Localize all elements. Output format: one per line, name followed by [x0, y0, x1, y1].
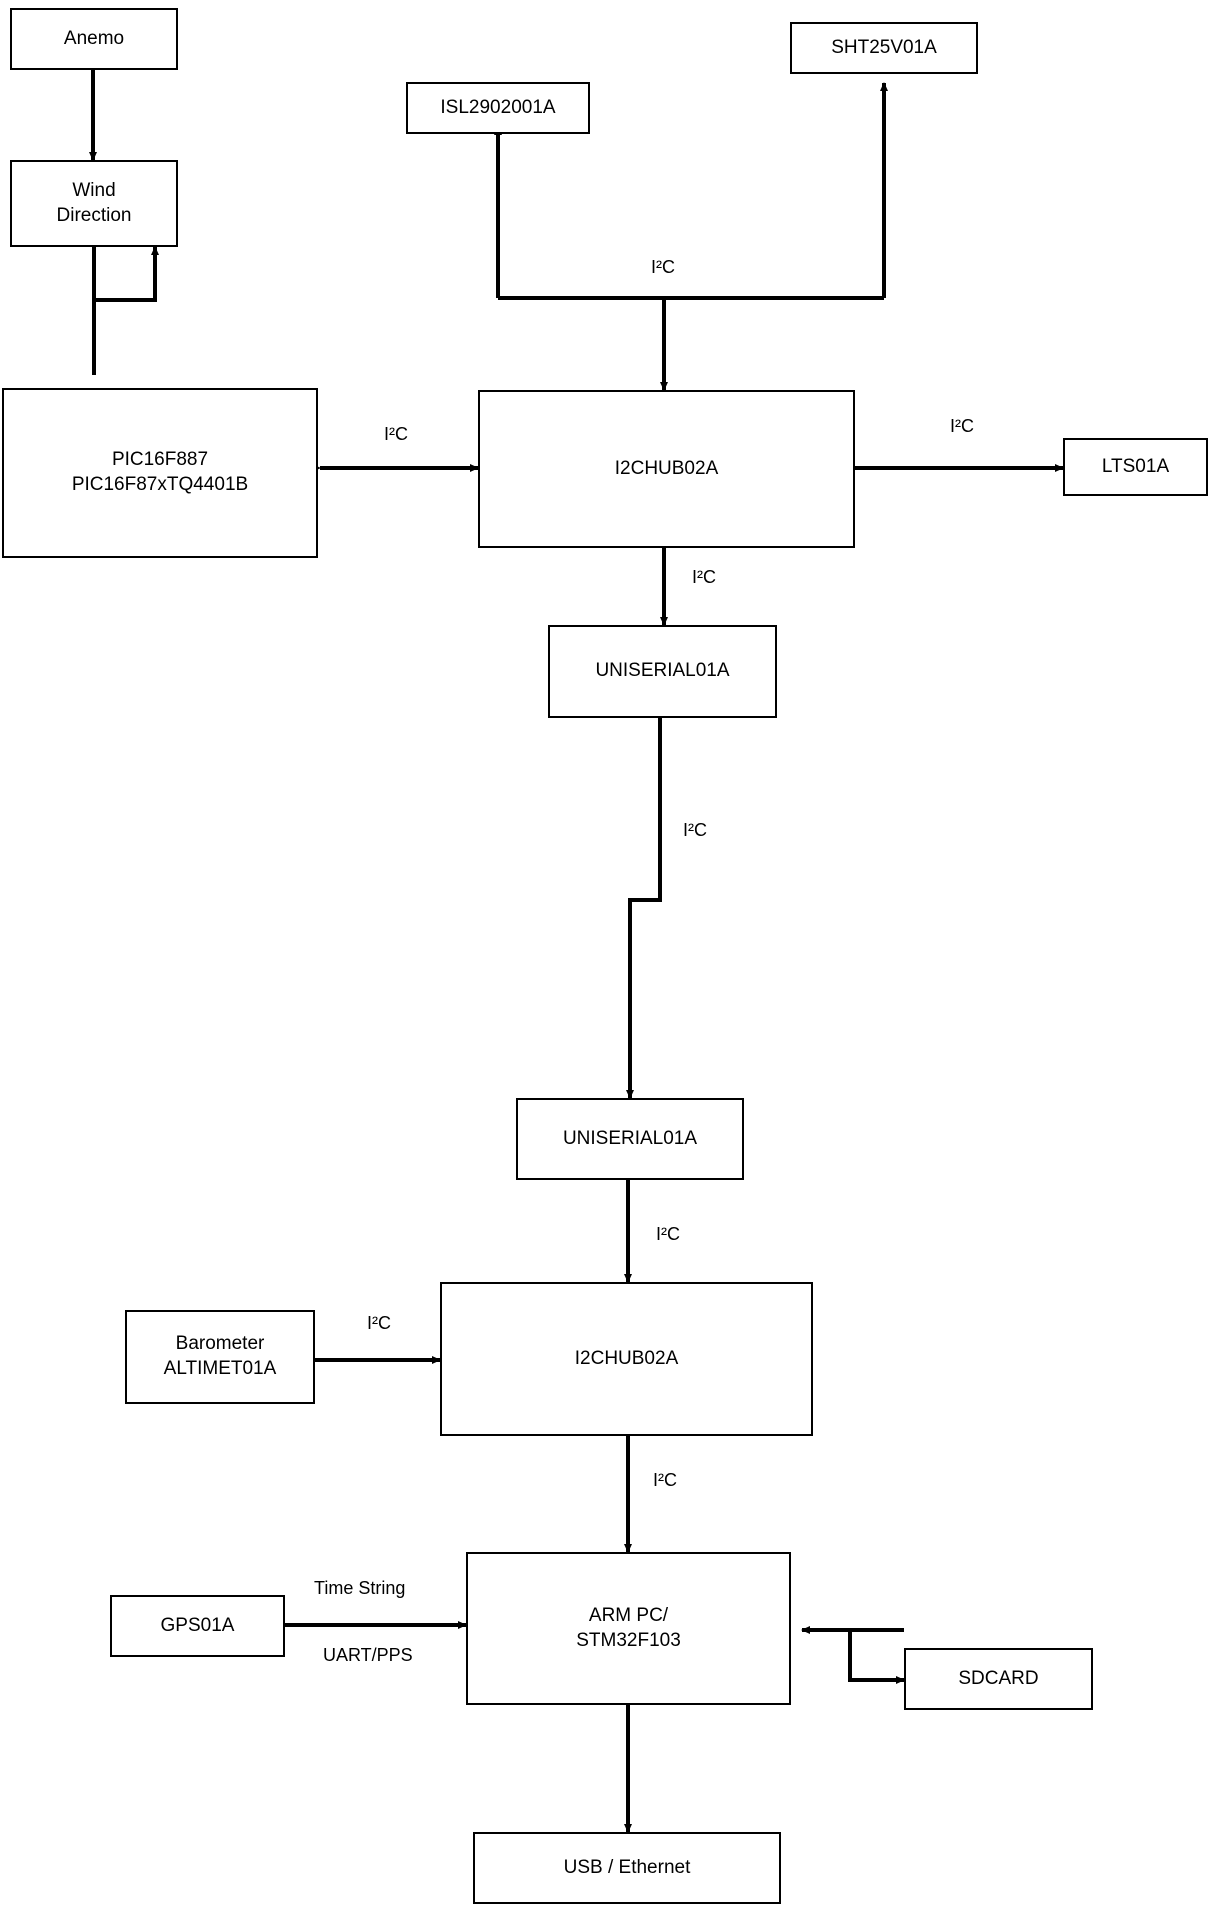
node-i2chub02a-bottom[interactable]: I2CHUB02A	[440, 1282, 813, 1436]
node-sht25v01a[interactable]: SHT25V01A	[790, 22, 978, 74]
node-wind-direction[interactable]: Wind Direction	[10, 160, 178, 247]
node-barometer-altimet01a[interactable]: Barometer ALTIMET01A	[125, 1310, 315, 1404]
edge-label-i2c-uniserial-hub2: I²C	[653, 1224, 683, 1245]
edge-label-i2c-hub-lts: I²C	[947, 416, 977, 437]
node-sdcard[interactable]: SDCARD	[904, 1648, 1093, 1710]
edge-label-gps-uart-pps: UART/PPS	[320, 1645, 416, 1666]
edge-label-i2c-barometer-hub2: I²C	[364, 1313, 394, 1334]
node-anemo[interactable]: Anemo	[10, 8, 178, 70]
edge-label-i2c-pic-hub: I²C	[381, 424, 411, 445]
node-i2chub02a-top[interactable]: I2CHUB02A	[478, 390, 855, 548]
node-usb-ethernet[interactable]: USB / Ethernet	[473, 1832, 781, 1904]
node-lts01a[interactable]: LTS01A	[1063, 438, 1208, 496]
edge-label-i2c-hub-uniserial: I²C	[689, 567, 719, 588]
node-uniserial01a-top[interactable]: UNISERIAL01A	[548, 625, 777, 718]
node-uniserial01a-bottom[interactable]: UNISERIAL01A	[516, 1098, 744, 1180]
edge-label-i2c-top-bus: I²C	[648, 257, 678, 278]
node-isl2902001a[interactable]: ISL2902001A	[406, 82, 590, 134]
edge-label-i2c-uniserial-link: I²C	[680, 820, 710, 841]
edge-label-gps-time-string: Time String	[311, 1578, 408, 1599]
node-arm-pc-stm32f103[interactable]: ARM PC/ STM32F103	[466, 1552, 791, 1705]
node-gps01a[interactable]: GPS01A	[110, 1595, 285, 1657]
node-pic-microcontroller[interactable]: PIC16F887 PIC16F87xTQ4401B	[2, 388, 318, 558]
edge-label-i2c-hub2-arm: I²C	[650, 1470, 680, 1491]
